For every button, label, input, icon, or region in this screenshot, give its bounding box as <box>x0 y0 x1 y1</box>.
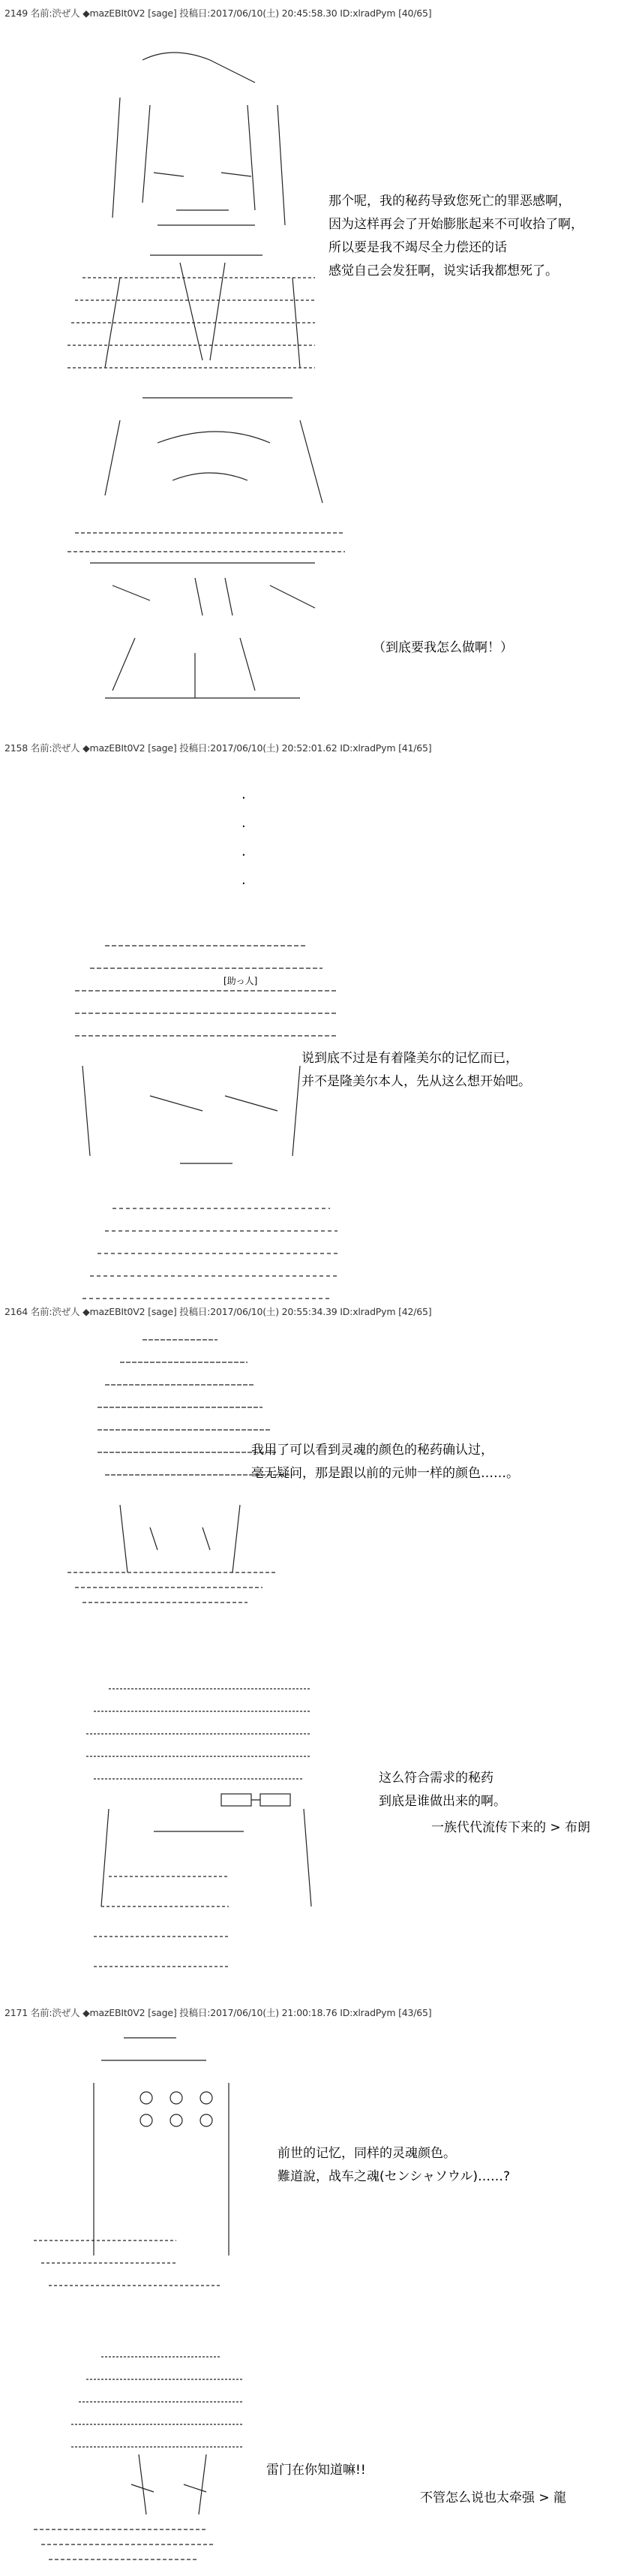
post-header: 2149 名前:渋ぜ人 ◆mazEBIt0V2 [sage] 投稿日:2017/06/10(土) 20:45:58.30 ID:xlradPym [40/65] <box>4 8 432 19</box>
dialog-text: 说到底不过是有着隆美尔的记忆而已， 并不是隆美尔本人，先从这么想开始吧。 <box>302 1051 531 1089</box>
art-label: [助っ人] <box>224 976 258 986</box>
dialog-text: 我用了可以看到灵魂的颜色的秘药确认过， 毫无疑问，那是跟以前的元帅一样的颜色……。 <box>251 1443 519 1481</box>
dialog-text: 前世的记忆，同样的灵魂颜色。 難道說，战车之魂(センシャソウル)……? <box>278 2146 511 2184</box>
dialog-text: （到底要我怎么做啊！） <box>373 640 513 655</box>
dialog-text: 这么符合需求的秘药 到底是谁做出来的啊。 <box>379 1771 506 1809</box>
ascii-art-figure <box>30 30 315 383</box>
post-header: 2158 名前:渋ぜ人 ◆mazEBIt0V2 [sage] 投稿日:2017/06/10(土) 20:52:01.62 ID:xlradPym [41/65] <box>4 742 432 754</box>
ellipsis-dots: · · · · <box>242 790 246 892</box>
ascii-art-figure <box>26 2030 266 2301</box>
post-header: 2171 名前:渋ぜ人 ◆mazEBIt0V2 [sage] 投稿日:2017/06/10(土) 21:00:18.76 ID:xlradPym [43/65] <box>4 2007 432 2018</box>
speaker-note: 一族代代流传下来的 > 布朗 <box>431 1820 591 1835</box>
dialog-text: 那个呢，我的秘药导致您死亡的罪恶感啊， 因为这样再会了开始膨胀起来不可收拾了啊， 所以要是我不竭尽全力偿还的话 感觉自己会发狂啊，说实话我都想死了。 <box>328 194 584 278</box>
dialog-text: 雷门在你知道嘛!! <box>266 2463 366 2478</box>
ascii-art-figure <box>60 916 360 1306</box>
post-header: 2164 名前:渋ぜ人 ◆mazEBIt0V2 [sage] 投稿日:2017/06/10(土) 20:55:34.39 ID:xlradPym [42/65] <box>4 1306 432 1317</box>
speaker-note: 不管怎么说也太牵强 > 龍 <box>420 2490 567 2505</box>
ascii-art-figure <box>26 2342 266 2567</box>
ascii-art-figure <box>45 390 360 706</box>
ascii-art-figure <box>64 1681 319 1974</box>
